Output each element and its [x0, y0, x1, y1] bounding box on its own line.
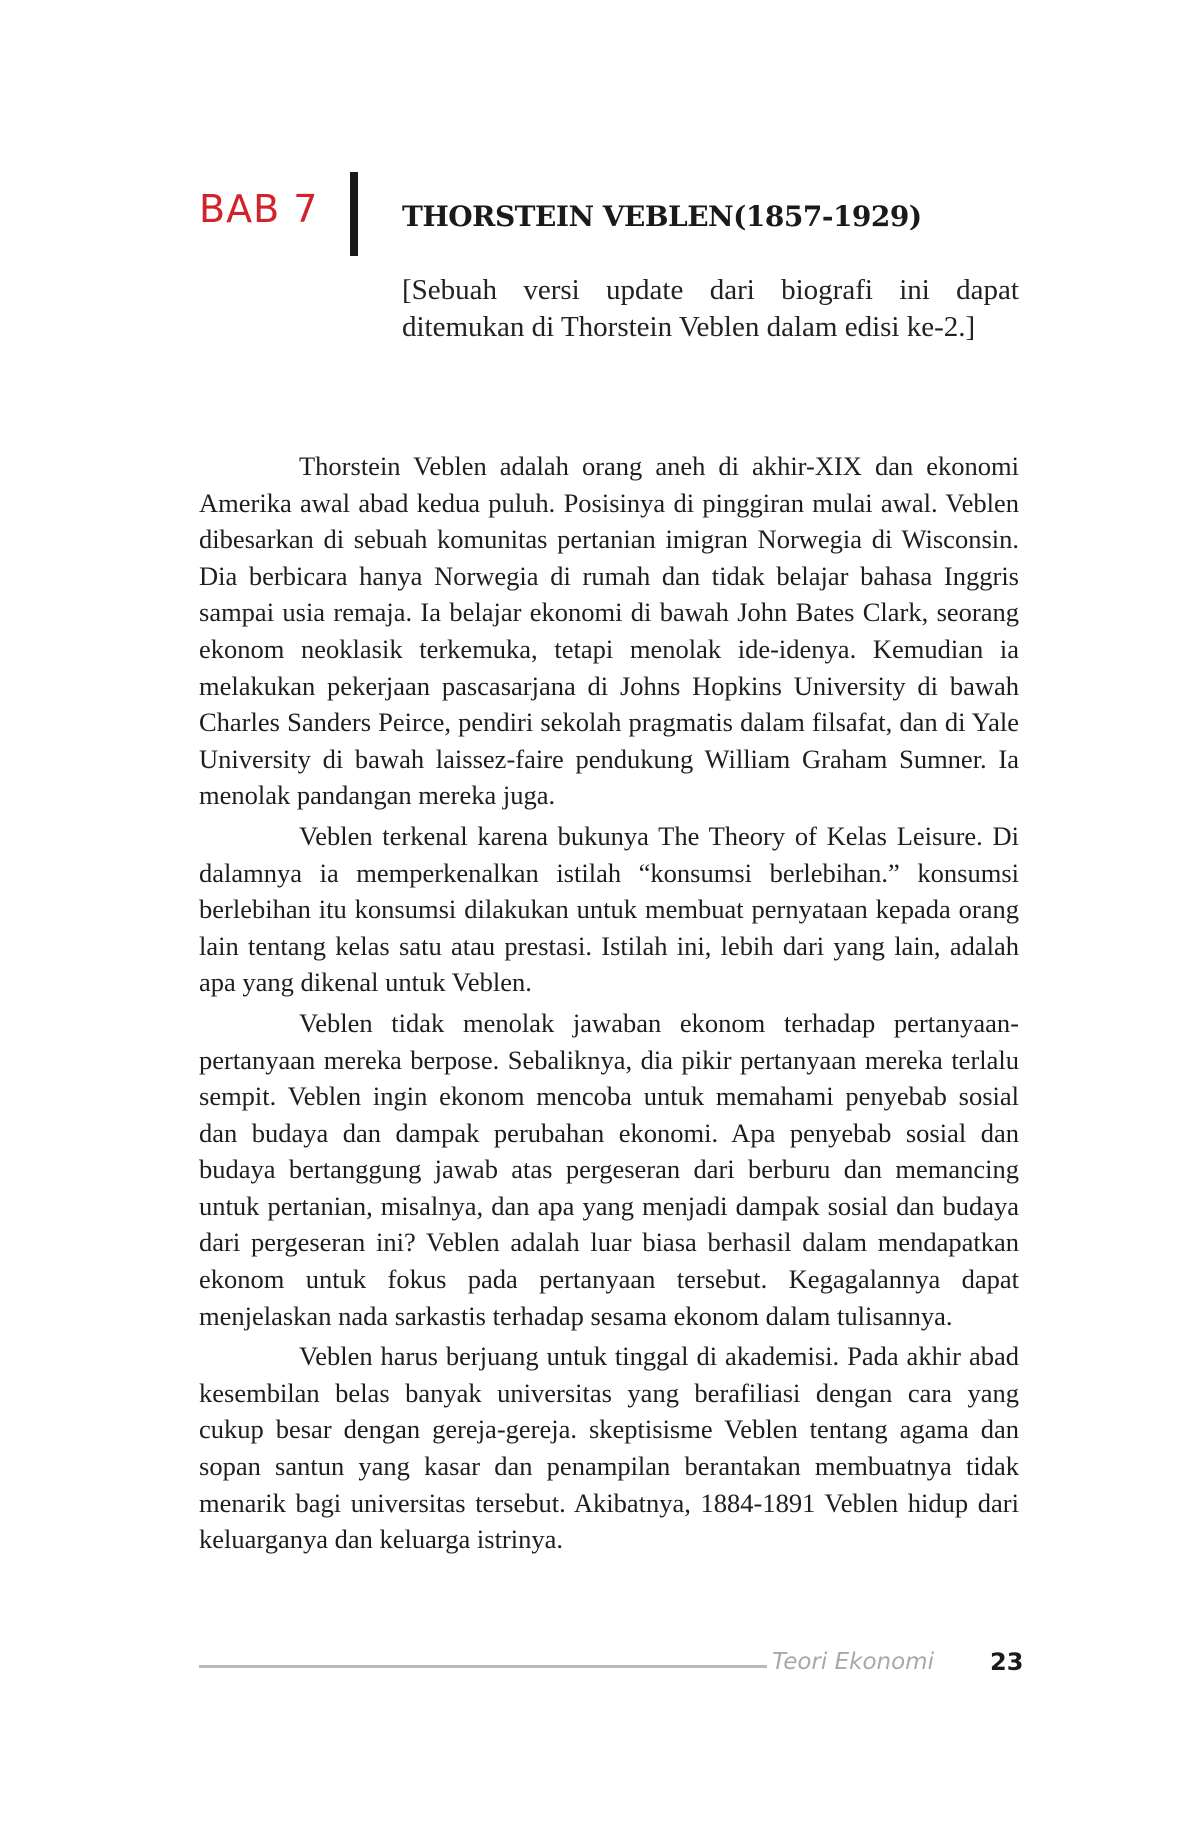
page-number: 23	[990, 1648, 1024, 1676]
footer-rule	[199, 1665, 767, 1668]
paragraph-3: Veblen tidak menolak jawaban ekonom terhadap pertanyaan-pertanyaan mereka berpose. Sebaliknya, dia pikir pertanyaan mereka terlalu sempit. Veblen ingin ekonom mencoba untuk memahami penyebab sosial dan budaya dan dampak perubahan ekonomi. Apa penyebab sosial dan budaya bertanggung jawab atas pergeseran dari berburu dan memancing untuk pertanian, misalnya, dan apa yang menjadi dampak sosial dan budaya dari pergeseran ini? Veblen adalah luar biasa berhasil dalam mendapatkan ekonom untuk fokus pada pertanyaan tersebut. Kegagalannya dapat menjelaskan nada sarkastis terhadap sesama ekonom dalam tulisannya.	[199, 1007, 1019, 1331]
paragraph-2: Veblen terkenal karena bukunya The Theory of Kelas Leisure. Di dalamnya ia memperkenalkan istilah “konsumsi berlebihan.” konsumsi berlebihan itu konsumsi dilakukan untuk membuat pernyataan kepada orang lain tentang kelas satu atau prestasi. Istilah ini, lebih dari yang lain, adalah apa yang dikenal untuk Veblen.	[199, 820, 1019, 998]
paragraph-1: Thorstein Veblen adalah orang aneh di akhir-XIX dan ekonomi Amerika awal abad kedua puluh. Posisinya di pinggiran mulai awal. Veblen dibesarkan di sebuah komunitas pertanian imigran Norwegia di Wisconsin. Dia berbicara hanya Norwegia di rumah dan tidak belajar bahasa Inggris sampai usia remaja. Ia belajar ekonomi di bawah John Bates Clark, seorang ekonom neoklasik terkemuka, tetapi menolak ide-idenya. Kemudian ia melakukan pekerjaan pascasarjana di Johns Hopkins University di bawah Charles Sanders Peirce, pendiri sekolah pragmatis dalam filsafat, dan di Yale University di bawah laissez-faire pendukung William Graham Sumner. Ia menolak pandangan mereka juga.	[199, 451, 1019, 811]
paragraph-4: Veblen harus berjuang untuk tinggal di akademisi. Pada akhir abad kesembilan belas banyak universitas yang berafiliasi dengan cara yang cukup besar dengan gereja-gereja. skeptisisme Veblen tentang agama dan sopan santun yang kasar dan penampilan berantakan membuatnya tidak menarik bagi universitas tersebut. Akibatnya, 1884-1891 Veblen hidup dari keluarganya dan keluarga istrinya.	[199, 1341, 1019, 1555]
footer-book-title: Teori Ekonomi	[772, 1649, 934, 1675]
chapter-title: THORSTEIN VEBLEN(1857-1929)	[402, 200, 922, 233]
chapter-divider	[350, 172, 358, 256]
chapter-label: BAB 7	[199, 187, 319, 231]
body-text	[199, 448, 1019, 1562]
chapter-note: [Sebuah versi update dari biografi ini dapat ditemukan di Thorstein Veblen dalam edisi ke-2.]	[402, 274, 1019, 343]
